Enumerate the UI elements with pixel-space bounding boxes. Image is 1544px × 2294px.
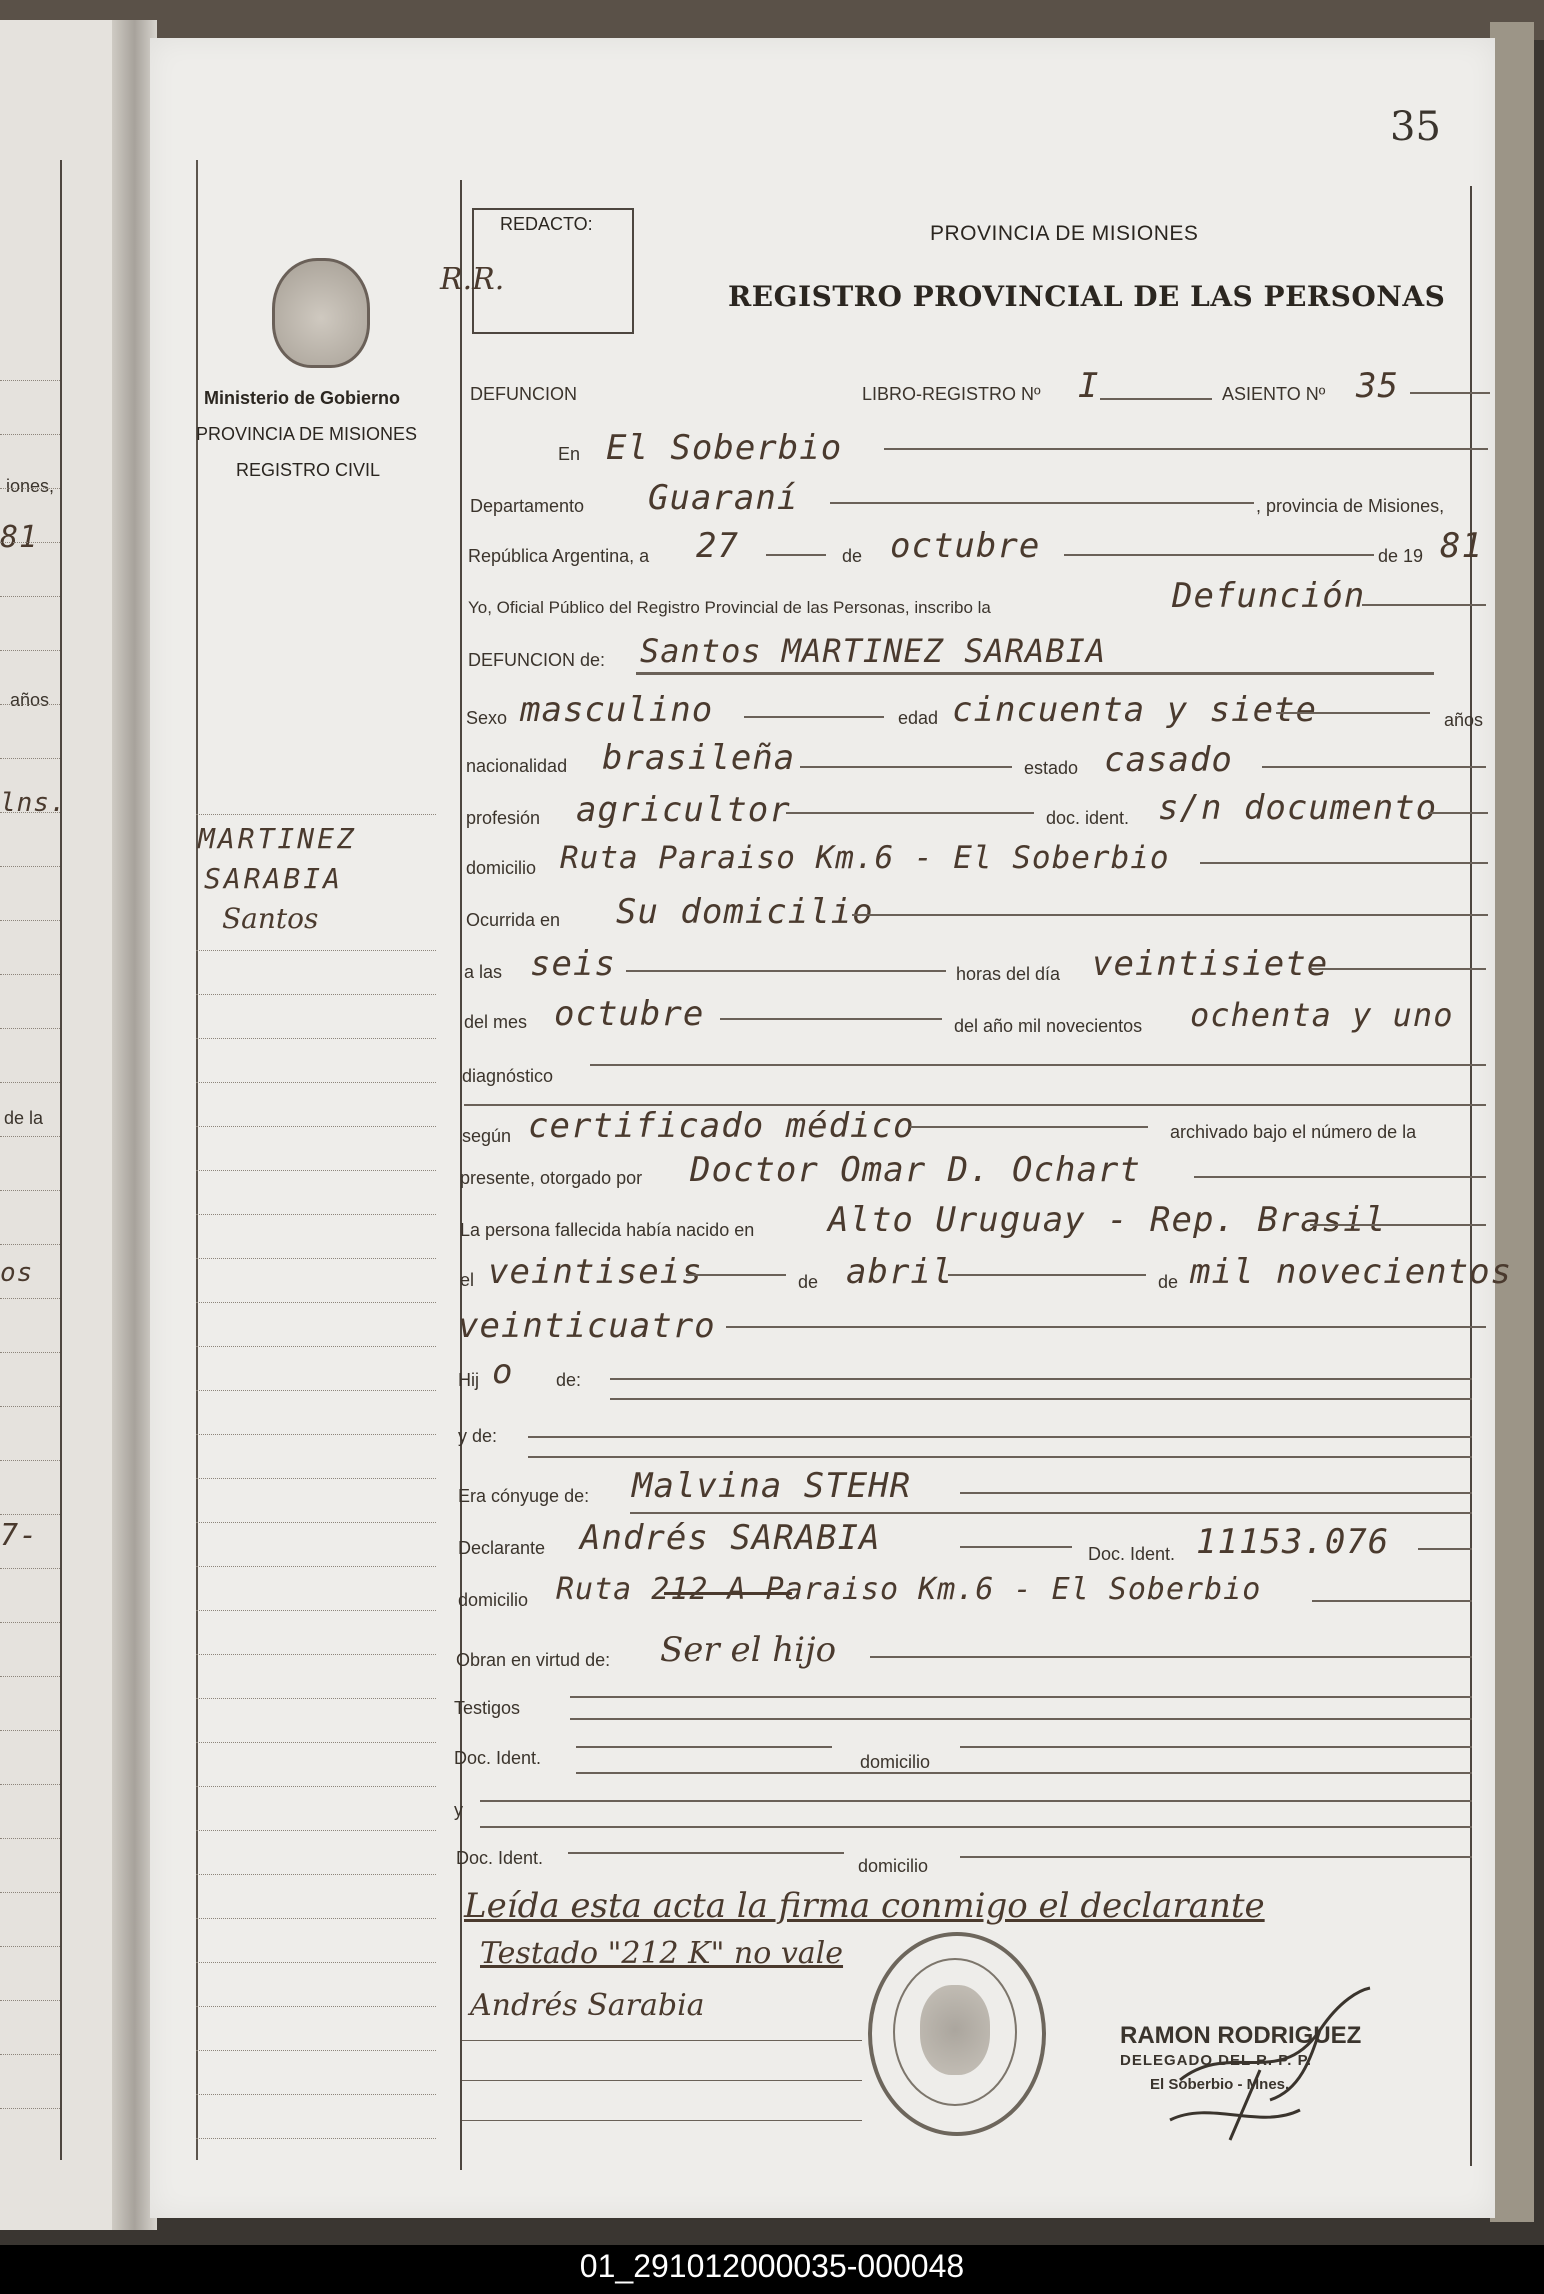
left-page-ruled-line: [0, 1676, 60, 1677]
margin-ruled-line: [196, 1214, 436, 1215]
margin-ruled-line: [196, 1258, 436, 1259]
departamento-label: Departamento: [470, 496, 585, 516]
yo-text: Yo, Oficial Público del Registro Provincial de las Personas, inscribo la: [468, 598, 991, 617]
declarante-label: Declarante: [458, 1538, 546, 1558]
left-page-ruled-line: [0, 866, 60, 867]
margin-ruled-line: [196, 1786, 436, 1787]
margin-ruled-line: [196, 2138, 436, 2139]
asiento-label: ASIENTO Nº: [1222, 384, 1326, 404]
left-page-ruled-line: [0, 1622, 60, 1623]
domicilio-label: domicilio: [466, 858, 537, 878]
margin-ruled-line: [196, 950, 436, 951]
de3-value: mil novecientos: [1190, 1252, 1513, 1292]
estado-value: casado: [1104, 740, 1233, 780]
left-page-ruled-line: [0, 650, 60, 651]
sexo-value: masculino: [520, 690, 714, 730]
nacido-label: La persona fallecida había nacido en: [460, 1220, 755, 1240]
libro-label: LIBRO-REGISTRO Nº: [862, 384, 1041, 404]
ocurrida-label: Ocurrida en: [466, 910, 561, 930]
officer-name: RAMON RODRIGUEZ: [1120, 2022, 1362, 2049]
yde-label: y de:: [458, 1426, 498, 1446]
hijo-value: o: [492, 1352, 514, 1392]
left-page-ruled-line: [0, 434, 60, 435]
margin-rule: [196, 160, 198, 2160]
margin-ruled-line: [196, 1654, 436, 1655]
archivado-label: archivado bajo el número de la: [1170, 1122, 1417, 1142]
conyuge-label: Era cónyuge de:: [458, 1486, 590, 1506]
en-value: El Soberbio: [606, 428, 843, 468]
delanio-label: del año mil novecientos: [954, 1016, 1143, 1036]
departamento-value: Guaraní: [648, 478, 799, 518]
anio-value: 81: [1440, 526, 1483, 566]
profesion-value: agricultor: [576, 790, 791, 830]
deceased-name: Santos MARTINEZ SARABIA: [640, 632, 1107, 670]
margin-ruled-line: [196, 1346, 436, 1347]
delmes-label: del mes: [464, 1012, 528, 1032]
left-page-ruled-line: [0, 596, 60, 597]
anos-label: años: [1444, 710, 1484, 730]
left-page-ruled-line: [0, 1784, 60, 1785]
asiento-value: 35: [1356, 366, 1399, 406]
left-page-ruled-line: [0, 1244, 60, 1245]
declarante-value: Andrés SARABIA: [580, 1518, 881, 1558]
registry-heading: REGISTRO PROVINCIAL DE LAS PERSONAS: [728, 280, 1446, 313]
margin-ruled-line: [196, 1742, 436, 1743]
closing-note: Leída esta acta la firma conmigo el declarante: [464, 1886, 1265, 1926]
margin-ruled-line: [196, 1698, 436, 1699]
en-label: En: [558, 444, 581, 464]
left-page-ruled-line: [0, 704, 60, 705]
left-page-ruled-line: [0, 1190, 60, 1191]
left-page-ruled-line: [0, 542, 60, 543]
nacido-value: Alto Uruguay - Rep. Brasil: [828, 1200, 1387, 1240]
province-heading: PROVINCIA DE MISIONES: [930, 222, 1199, 245]
margin-ruled-line: [196, 994, 436, 995]
redacto-initials: R.R.: [440, 262, 505, 297]
left-page-ruled-line: [0, 488, 60, 489]
background-top: [0, 0, 1544, 40]
ministry-province: PROVINCIA DE MISIONES: [196, 424, 418, 444]
segun-value: certificado médico: [528, 1106, 915, 1146]
edad-value: cincuenta y siete: [952, 690, 1317, 730]
left-page-ruled-line: [0, 1298, 60, 1299]
diagnostico-label: diagnóstico: [462, 1066, 554, 1086]
estado-label: estado: [1024, 758, 1079, 778]
alas-value: seis: [530, 944, 616, 984]
margin-ruled-line: [196, 1874, 436, 1875]
libro-value: I: [1078, 366, 1100, 406]
nacionalidad-label: nacionalidad: [466, 756, 568, 776]
margin-ruled-line: [196, 1302, 436, 1303]
left-page-ruled-line: [0, 2108, 60, 2109]
margin-ruled-line: [196, 1918, 436, 1919]
republica-label: República Argentina, a: [468, 546, 650, 566]
defuncion-de-label: DEFUNCION de:: [468, 650, 606, 670]
margin-surname-1: MARTINEZ: [198, 822, 357, 855]
doc-value: s/n documento: [1158, 788, 1438, 828]
strikethrough: [664, 1592, 792, 1595]
officer-title: DELEGADO DEL R. P. P.: [1120, 2052, 1312, 2069]
margin-ruled-line: [196, 1566, 436, 1567]
edad-label: edad: [898, 708, 939, 728]
margin-ruled-line: [196, 1434, 436, 1435]
el-value: veintiseis: [488, 1252, 703, 1292]
left-page-rule: [60, 160, 62, 2160]
de3-label: de: [1158, 1272, 1179, 1292]
presente-value: Doctor Omar D. Ochart: [690, 1150, 1141, 1190]
left-page-ruled-line: [0, 1136, 60, 1137]
margin-ruled-line: [196, 1126, 436, 1127]
left-page-ruled-line: [0, 1082, 60, 1083]
left-page-ruled-line: [0, 380, 60, 381]
officer-signature: [1110, 1970, 1390, 2150]
tdom-label: domicilio: [860, 1752, 931, 1772]
bottom-ruled-line: [462, 2040, 862, 2041]
el-label: el: [460, 1270, 475, 1290]
margin-ruled-line: [196, 1170, 436, 1171]
inscribo-value: Defunción: [1172, 576, 1366, 616]
profesion-label: profesión: [466, 808, 541, 828]
page-number: 35: [1390, 104, 1441, 150]
ministry-label: Ministerio de Gobierno: [204, 388, 401, 408]
doc-label: doc. ident.: [1046, 808, 1130, 828]
bottom-ruled-line: [462, 2120, 862, 2121]
left-page-ruled-line: [0, 2000, 60, 2001]
margin-ruled-line: [196, 1830, 436, 1831]
margin-ruled-line: [196, 2006, 436, 2007]
mes-value: octubre: [890, 526, 1041, 566]
left-fragment: de la: [4, 1108, 44, 1128]
decl-dom-label: domicilio: [458, 1590, 529, 1610]
margin-ruled-line: [196, 1522, 436, 1523]
left-page-ruled-line: [0, 1460, 60, 1461]
image-identifier: 01_291012000035-000048: [579, 2248, 965, 2284]
margin-ruled-line: [196, 2050, 436, 2051]
segun-label: según: [462, 1126, 512, 1146]
coat-of-arms-seal: [272, 258, 370, 368]
hijo-de-label: de:: [556, 1370, 582, 1390]
left-page-ruled-line: [0, 1838, 60, 1839]
left-page-ruled-line: [0, 758, 60, 759]
margin-ruled-line: [196, 1082, 436, 1083]
horas-value: veintisiete: [1092, 944, 1329, 984]
hijo-label: Hij: [458, 1370, 479, 1390]
redacto-label: REDACTO:: [500, 214, 593, 234]
tdoc-label: Doc. Ident.: [454, 1748, 542, 1768]
horas-label: horas del día: [956, 964, 1061, 984]
left-fragment: iones,: [6, 476, 55, 496]
margin-surname-2: SARABIA: [204, 862, 344, 895]
margin-ruled-line: [196, 1962, 436, 1963]
left-page-ruled-line: [0, 1406, 60, 1407]
testado-note: Testado "212 K" no vale: [480, 1936, 844, 1971]
left-fragment: 7-: [0, 1518, 39, 1553]
ocurrida-value: Su domicilio: [616, 892, 874, 932]
de2-value: abril: [846, 1252, 954, 1292]
declarant-signature: Andrés Sarabia: [470, 1988, 705, 2023]
provincia-suffix: , provincia de Misiones,: [1256, 496, 1445, 516]
left-page-ruled-line: [0, 974, 60, 975]
left-page-ruled-line: [0, 1028, 60, 1029]
margin-ruled-line: [196, 1390, 436, 1391]
decl-doc-value: 11153.076: [1196, 1522, 1390, 1562]
nacionalidad-value: brasileña: [602, 738, 796, 778]
left-page-ruled-line: [0, 2054, 60, 2055]
sexo-label: Sexo: [466, 708, 508, 728]
civil-registry-label: REGISTRO CIVIL: [236, 460, 381, 480]
left-page-ruled-line: [0, 1568, 60, 1569]
left-page-ruled-line: [0, 1892, 60, 1893]
obran-label: Obran en virtud de:: [456, 1650, 611, 1670]
presente-label: presente, otorgado por: [460, 1168, 643, 1188]
conyuge-value: Malvina STEHR: [632, 1466, 912, 1506]
testigos-label: Testigos: [454, 1698, 521, 1718]
de2-label: de: [798, 1272, 819, 1292]
left-page-ruled-line: [0, 1352, 60, 1353]
left-page-ruled-line: [0, 920, 60, 921]
book-cover-edge: [1490, 22, 1534, 2222]
registry-seal-emblem: [920, 1985, 990, 2075]
left-fragment: 81: [0, 520, 39, 555]
left-fragment: años: [10, 690, 50, 710]
alas-label: a las: [464, 962, 503, 982]
left-fragment: os: [0, 1258, 34, 1288]
decl-dom-value: Ruta 212 A Paraiso Km.6 - El Soberbio: [556, 1572, 1262, 1607]
t2dom-label: domicilio: [858, 1856, 929, 1876]
defuncion-label: DEFUNCION: [470, 384, 577, 404]
t2doc-label: Doc. Ident.: [456, 1848, 544, 1868]
bottom-ruled-line: [462, 2080, 862, 2081]
margin-given-name: Santos: [222, 902, 319, 935]
margin-ruled-line: [196, 2094, 436, 2095]
dia-value: 27: [696, 526, 739, 566]
year-prefix: de 19: [1378, 546, 1424, 566]
obran-value: Ser el hijo: [660, 1630, 837, 1670]
left-page-ruled-line: [0, 1946, 60, 1947]
margin-ruled-line: [196, 1610, 436, 1611]
birth-year-continuation: veinticuatro: [458, 1306, 716, 1346]
left-page-ruled-line: [0, 1514, 60, 1515]
decl-doc-label: Doc. Ident.: [1088, 1544, 1176, 1564]
margin-ruled-line: [196, 1038, 436, 1039]
delanio-value: ochenta y uno: [1190, 996, 1454, 1034]
officer-place: El Soberbio - Mnes.: [1150, 2076, 1290, 2093]
domicilio-value: Ruta Paraiso Km.6 - El Soberbio: [560, 840, 1170, 876]
left-page-ruled-line: [0, 1730, 60, 1731]
left-page-ruled-line: [0, 812, 60, 813]
margin-ruled-line: [196, 1478, 436, 1479]
left-fragment: lns.: [0, 788, 67, 818]
de-label: de: [842, 546, 863, 566]
y-label: y: [454, 1800, 463, 1820]
delmes-value: octubre: [554, 994, 705, 1034]
